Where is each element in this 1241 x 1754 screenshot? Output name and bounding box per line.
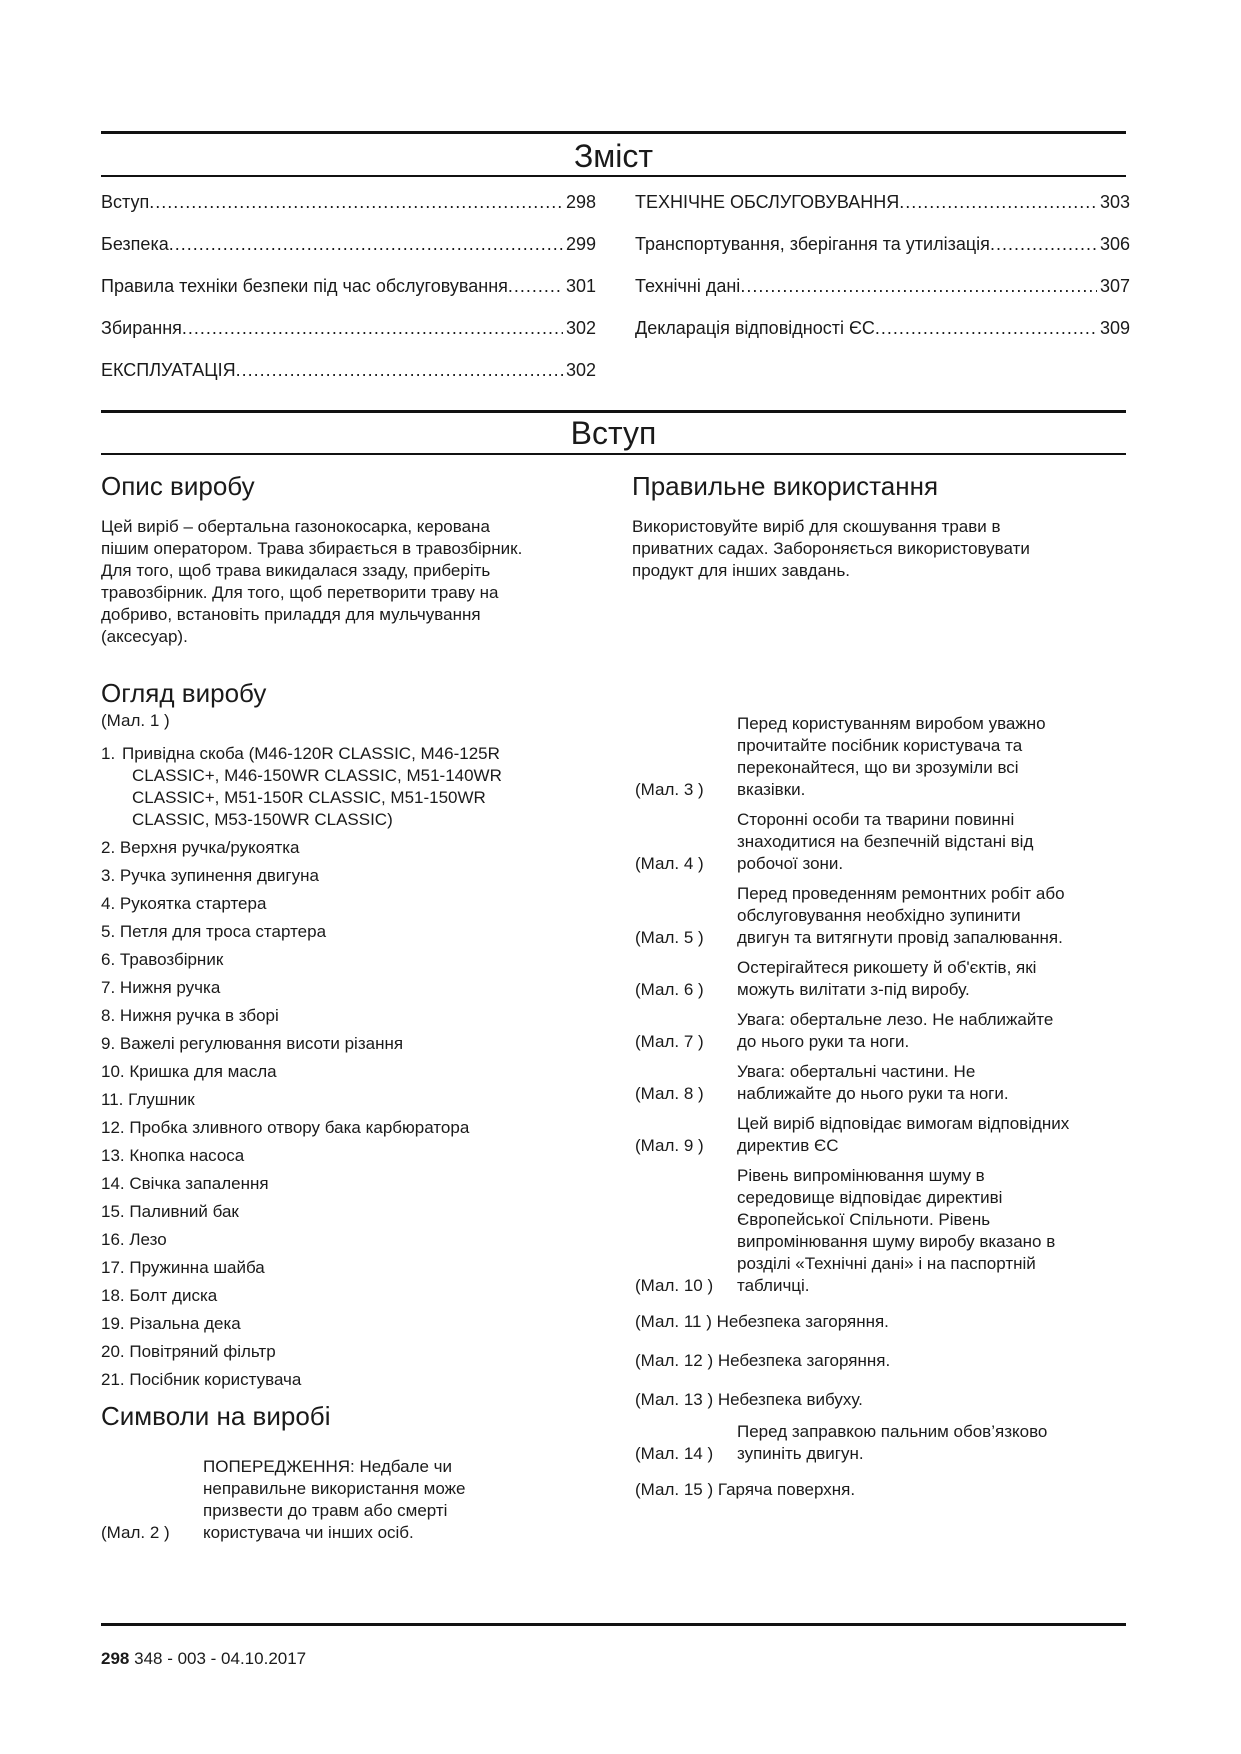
symbols-right-column — [635, 713, 1130, 1518]
text-line: CLASSIC+, M46-150WR CLASSIC, M51-140WR — [132, 766, 502, 785]
toc-entry-title: Правила техніки безпеки під час обслуговування — [101, 276, 508, 296]
text-line: неправильне використання може — [203, 1479, 466, 1498]
toc-entry-title: Збирання — [101, 318, 182, 338]
toc-entry[interactable] — [635, 276, 1130, 318]
symbol-entry-inline: (Мал. 12 ) Небезпека загоряння. — [635, 1351, 891, 1370]
toc-entry[interactable] — [101, 234, 596, 276]
toc-entry-page: 302 — [565, 318, 596, 338]
item-number: 12. — [101, 1118, 125, 1137]
list-item — [101, 1257, 581, 1279]
item-text: Кришка для масла — [129, 1062, 277, 1081]
text-line: двигун та витягнути провід запалювання. — [737, 928, 1063, 947]
text-line: переконайтеся, що ви зрозуміли всі — [737, 758, 1019, 777]
text-line: ПОПЕРЕДЖЕННЯ: Недбале чи — [203, 1457, 453, 1476]
list-item — [101, 1061, 581, 1083]
item-text: Нижня ручка в зборі — [119, 1006, 279, 1025]
symbol-figure-ref: (Мал. 14 ) — [635, 1444, 714, 1463]
text-line: вказівки. — [737, 780, 806, 799]
text-line: Перед проведенням ремонтних робіт або — [737, 884, 1065, 903]
item-number: 13. — [101, 1146, 125, 1165]
footer-rule — [101, 1623, 1126, 1626]
symbol-figure-ref: (Мал. 6 ) — [635, 980, 704, 999]
symbols-heading: Символи на виробі — [101, 1401, 331, 1431]
symbol-figure-ref: (Мал. 8 ) — [635, 1084, 704, 1103]
toc-bottom-rule — [101, 175, 1126, 177]
list-item — [101, 1313, 581, 1335]
text-line: директив ЄС — [737, 1136, 839, 1155]
text-line: продукт для інших завдань. — [632, 561, 851, 580]
symbol-figure-ref: (Мал. 4 ) — [635, 854, 704, 873]
symbol-entry — [101, 1456, 531, 1544]
item-text: Важелі регулювання висоти різання — [119, 1034, 404, 1053]
item-number: 11. — [101, 1090, 124, 1109]
toc-dot-leader — [169, 234, 563, 255]
page-footer — [101, 1648, 306, 1670]
toc-entry-page: 306 — [1099, 234, 1130, 254]
list-item — [101, 1033, 581, 1055]
list-item — [101, 837, 581, 859]
item-number: 16. — [101, 1230, 125, 1249]
item-number: 20. — [101, 1342, 125, 1361]
toc-entry[interactable] — [101, 192, 596, 234]
toc-entry-page: 309 — [1099, 318, 1130, 338]
symbol-entry — [635, 1165, 1130, 1297]
text-line: зупиніть двигун. — [737, 1444, 864, 1463]
list-item — [101, 1089, 581, 1111]
text-line: травозбірник. Для того, щоб перетворити траву на — [101, 583, 499, 602]
toc-dot-leader — [182, 318, 563, 339]
toc-entry-title: Декларація відповідності ЄС — [635, 318, 875, 338]
toc-dot-leader — [740, 276, 1097, 297]
text-line: прочитайте посібник користувача та — [737, 736, 1023, 755]
text-line: призвести до травм або смерті — [203, 1501, 448, 1520]
item-number: 10. — [101, 1062, 125, 1081]
symbol-entry — [635, 1421, 1130, 1465]
symbol-text — [737, 883, 1130, 949]
text-line: (аксесуар). — [101, 627, 188, 646]
text-line: CLASSIC+, M51-150R CLASSIC, M51-150WR — [132, 788, 486, 807]
item-number: 4. — [101, 894, 116, 913]
text-line: табличці. — [737, 1276, 810, 1295]
item-number: 6. — [101, 950, 116, 969]
text-line: користувача чи інших осіб. — [203, 1523, 414, 1542]
symbol-text — [737, 1113, 1130, 1157]
symbol-entry — [635, 883, 1130, 949]
overview-heading: Огляд виробу — [101, 678, 267, 708]
list-item — [101, 893, 581, 915]
list-item — [101, 865, 581, 887]
toc-entry-page: 302 — [565, 360, 596, 380]
list-item — [101, 1285, 581, 1307]
item-text: Болт диска — [129, 1286, 218, 1305]
text-line: Рівень випромінювання шуму в — [737, 1166, 985, 1185]
item-number: 15. — [101, 1202, 125, 1221]
symbol-text — [737, 713, 1130, 801]
toc-entry-page: 307 — [1099, 276, 1130, 296]
symbol-figure-ref: (Мал. 3 ) — [635, 780, 704, 799]
text-line: Перед користуванням виробом уважно — [737, 714, 1046, 733]
intro-bottom-rule — [101, 453, 1126, 455]
item-number: 1. — [101, 744, 116, 763]
text-line: розділі «Технічні дані» і на паспортній — [737, 1254, 1036, 1273]
symbol-entry — [635, 1009, 1130, 1053]
item-text: Лезо — [129, 1230, 167, 1249]
intro-title: Вступ — [570, 415, 657, 451]
list-item — [101, 1117, 581, 1139]
document-code: 348 - 003 - 04.10.2017 — [134, 1649, 307, 1668]
text-line: Цей виріб – обертальна газонокосарка, керована — [101, 517, 490, 536]
text-line: Використовуйте виріб для скошування трави в — [632, 517, 1001, 536]
text-line: Остерігайтеся рикошету й об'єктів, які — [737, 958, 1037, 977]
text-line: Привідна скоба (M46-120R CLASSIC, M46-125R — [122, 744, 500, 763]
symbol-entry — [635, 713, 1130, 801]
symbol-entry-inline: (Мал. 11 ) Небезпека загоряння. — [635, 1312, 889, 1331]
text-line: до нього руки та ноги. — [737, 1032, 910, 1051]
item-text: Верхня ручка/рукоятка — [119, 838, 300, 857]
text-line: Перед заправкою пальним обов’язково — [737, 1422, 1048, 1441]
text-line: Європейської Спільноти. Рівень — [737, 1210, 991, 1229]
toc-entry-title: ТЕХНІЧНЕ ОБСЛУГОВУВАННЯ — [635, 192, 900, 212]
item-text: Глушник — [128, 1090, 195, 1109]
item-number: 17. — [101, 1258, 125, 1277]
toc-entry-title: Вступ — [101, 192, 150, 212]
item-text: Різальна дека — [129, 1314, 241, 1333]
intended-use-heading: Правильне використання — [632, 471, 939, 501]
text-line: приватних садах. Забороняється використовувати — [632, 539, 1030, 558]
list-item — [101, 1229, 581, 1251]
text-line: середовище відповідає директиві — [737, 1188, 1003, 1207]
text-line: наближайте до нього руки та ноги. — [737, 1084, 1009, 1103]
item-number: 9. — [101, 1034, 116, 1053]
item-text: Посібник користувача — [129, 1370, 302, 1389]
symbol-figure-ref: (Мал. 7 ) — [635, 1032, 704, 1051]
symbol-figure-ref: (Мал. 2 ) — [101, 1523, 170, 1542]
overview-figure-ref: (Мал. 1 ) — [101, 711, 170, 730]
toc-entry[interactable] — [101, 318, 596, 360]
item-text: Рукоятка стартера — [119, 894, 267, 913]
list-item — [101, 1173, 581, 1195]
item-number: 2. — [101, 838, 116, 857]
item-text: Свічка запалення — [129, 1174, 269, 1193]
page-number: 298 — [101, 1649, 130, 1668]
toc-dot-leader — [236, 360, 563, 381]
text-line: пішим оператором. Трава збирається в травозбірник. — [101, 539, 523, 558]
toc-entry-page: 299 — [565, 234, 596, 254]
toc-entry-page: 303 — [1099, 192, 1130, 212]
text-line: Увага: обертальні частини. Не — [737, 1062, 976, 1081]
description-heading: Опис виробу — [101, 471, 255, 501]
symbol-figure-ref: (Мал. 10 ) — [635, 1276, 714, 1295]
toc-entry-title: ЕКСПЛУАТАЦІЯ — [101, 360, 236, 380]
symbol-text — [737, 957, 1130, 1001]
symbol-text — [737, 1061, 1130, 1105]
list-item — [101, 921, 581, 943]
symbol-text — [737, 1165, 1130, 1297]
toc-entry[interactable] — [101, 360, 596, 402]
toc-entry[interactable] — [101, 276, 596, 318]
item-text: Пробка зливного отвору бака карбюратора — [129, 1118, 470, 1137]
toc-right-column — [635, 192, 1130, 360]
text-line: можуть вилітати з-під виробу. — [737, 980, 970, 999]
description-text — [101, 516, 601, 648]
text-line: Для того, щоб трава викидалася ззаду, приберіть — [101, 561, 491, 580]
text-line: обслуговування необхідно зупинити — [737, 906, 1021, 925]
item-text — [122, 743, 581, 831]
text-line: Цей виріб відповідає вимогам відповідних — [737, 1114, 1070, 1133]
symbol-entry — [635, 1113, 1130, 1157]
toc-dot-leader — [899, 192, 1097, 213]
item-number: 5. — [101, 922, 116, 941]
item-number: 3. — [101, 866, 116, 885]
item-text: Ручка зупинення двигуна — [119, 866, 319, 885]
item-text: Повітряний фільтр — [129, 1342, 276, 1361]
text-line: CLASSIC, M53-150WR CLASSIC) — [132, 810, 393, 829]
toc-dot-leader — [149, 192, 563, 213]
text-line: Увага: обертальне лезо. Не наближайте — [737, 1010, 1054, 1029]
list-item — [101, 1201, 581, 1223]
symbol-entry-inline: (Мал. 15 ) Гаряча поверхня. — [635, 1480, 856, 1499]
item-number: 18. — [101, 1286, 125, 1305]
text-line: добриво, встановіть приладдя для мульчування — [101, 605, 481, 624]
item-number: 14. — [101, 1174, 125, 1193]
list-item — [101, 1369, 581, 1391]
toc-entry-title: Транспортування, зберігання та утилізація — [635, 234, 990, 254]
parts-list — [101, 743, 581, 1397]
item-number: 8. — [101, 1006, 116, 1025]
toc-top-rule — [101, 131, 1126, 134]
text-line: Сторонні особи та тварини повинні — [737, 810, 1015, 829]
symbol-text — [203, 1456, 531, 1544]
item-number: 7. — [101, 978, 116, 997]
text-line: випромінювання шуму виробу вказано в — [737, 1232, 1056, 1251]
list-item — [101, 949, 581, 971]
item-number: 21. — [101, 1370, 125, 1389]
symbol-entry — [635, 957, 1130, 1001]
toc-entry-title: Технічні дані — [635, 276, 741, 296]
symbol-entry — [635, 1061, 1130, 1105]
item-text: Пружинна шайба — [129, 1258, 265, 1277]
list-item — [101, 1341, 581, 1363]
toc-dot-leader — [508, 276, 563, 297]
text-line: знаходитися на безпечній відстані від — [737, 832, 1034, 851]
list-item — [101, 1145, 581, 1167]
symbol-text — [737, 1009, 1130, 1053]
toc-left-column — [101, 192, 596, 402]
list-item — [101, 1005, 581, 1027]
symbol-text — [737, 1421, 1130, 1465]
toc-entry[interactable] — [635, 234, 1130, 276]
symbol-figure-ref: (Мал. 5 ) — [635, 928, 704, 947]
toc-entry-title: Безпека — [101, 234, 169, 254]
toc-entry[interactable] — [635, 192, 1130, 234]
intended-use-text — [632, 516, 1127, 582]
list-item — [101, 977, 581, 999]
toc-entry-page: 298 — [565, 192, 596, 212]
item-text: Кнопка насоса — [129, 1146, 245, 1165]
symbol-figure-ref: (Мал. 9 ) — [635, 1136, 704, 1155]
list-item — [101, 743, 581, 831]
toc-title: Зміст — [573, 138, 654, 174]
symbol-entry — [635, 809, 1130, 875]
item-text: Петля для троса стартера — [119, 922, 327, 941]
toc-dot-leader — [990, 234, 1097, 255]
symbol-entry-inline: (Мал. 13 ) Небезпека вибуху. — [635, 1390, 863, 1409]
text-line: робочої зони. — [737, 854, 844, 873]
symbol-text — [737, 809, 1130, 875]
toc-dot-leader — [875, 318, 1097, 339]
item-text: Травозбірник — [119, 950, 224, 969]
item-text: Нижня ручка — [119, 978, 221, 997]
toc-entry-page: 301 — [565, 276, 596, 296]
item-text: Паливний бак — [129, 1202, 239, 1221]
item-number: 19. — [101, 1314, 125, 1333]
toc-entry[interactable] — [635, 318, 1130, 360]
